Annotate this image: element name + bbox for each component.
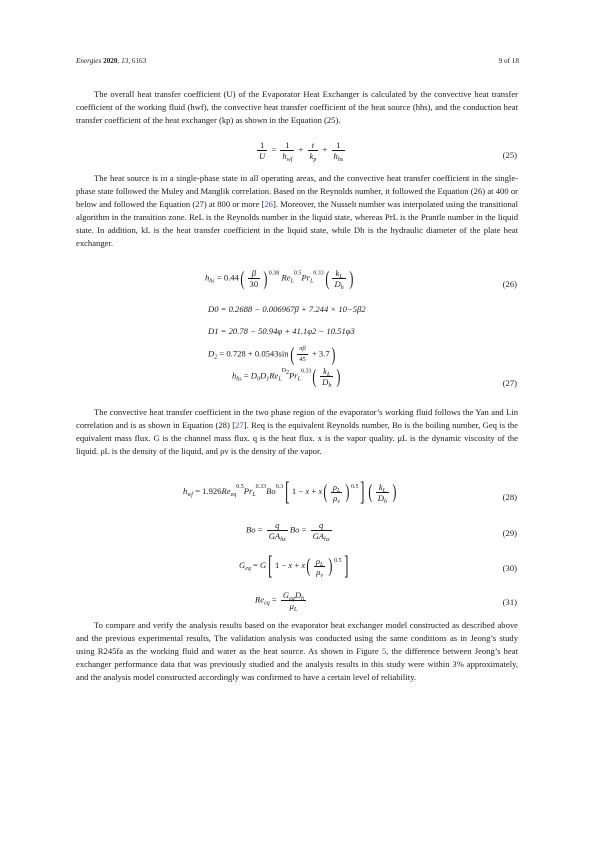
paragraph-3: The convective heat transfer coefficient in the two phase region of the evaporator’s working fluid follows the Yan and Lin correlation and is as shown in Equation (28) [27]. Req is the equivalent Reynolds number, Bo is the boiling number, Geq is the equivalent mass flux. G is the channel mass flux. q is the heat flux. x is the vapor quality. μL is the dynamic viscosity of the liquid. ρL is the density of the liquid, and ρv is the density of the vapor. (76, 407, 518, 456)
equation-number-25: (25) (502, 150, 517, 160)
journal-volume: 13 (121, 57, 129, 65)
page-number: 9 of 18 (498, 57, 519, 65)
equation-D1: D1 = 20.78 − 50.94φ + 41.1φ2 − 10.51φ3 (208, 326, 355, 336)
equation-29: Bo = $\frac{q}{GA_{hx}}$ Bo = $\frac{q}{GA_{hx}}$ (246, 520, 330, 543)
equation-27: $h_{hs} = D_0D_1Re_L^{D_2}Pr_L^{0.33}$( $\frac{k_L}{D_h}$ ) (232, 365, 341, 389)
reference-27-link[interactable]: 27 (235, 419, 244, 430)
equation-28: $h_{wf} = 1.926Re_{eq}^{0.5}Pr_L^{0.33}Bo^{0.3}$[ 1 − x + x( $\frac{\rho_L}{\rho_v}$ )$^{0.5}$] ( $\frac{k_L}{D_h}$ ) (183, 477, 397, 506)
article-number: 6163 (131, 57, 147, 65)
equation-26: $h_{hs} = 0.44$( $\frac{\beta}{30}$ )$^{0.38}$ $Re_L^{0.5}Pr_L^{0.33}$( $\frac{k_L}{D_h}$ ) (205, 267, 354, 291)
paragraph-1: The overall heat transfer coefficient (U) of the Evaporator Heat Exchanger is calculated by the convective heat transfer coefficient of the working fluid (hwf), the convective heat transfer coefficient of the heat source (hhs), and the conduction heat transfer coefficient of the heat exchanger (kp) as shown in the Equation (25). (76, 89, 518, 125)
equation-25: $\frac{1}{U}$ = $\frac{1}{h_{wf}}$ + $\frac{t}{k_p}$ + $\frac{1}{h_{hs}}$ (259, 140, 344, 163)
equation-number-31: (31) (502, 597, 517, 607)
equation-D0: D0 = 0.2688 − 0.006967β + 7.244 × 10−5β2 (208, 304, 366, 314)
paragraph-2: The heat source is in a single-phase state in all operating areas, and the convective heat transfer coefficient in the single-phase state followed the Muley and Manglik correlation. Based on the Reynolds number, it followed the Equation (26) at 400 or below and followed the Equation (27) at 800 or more [26]. Moreover, the Nusselt number was interpolated using the transitional algorithm in the transition zone. ReL is the Reynolds number in the liquid state, whereas PrL is the Prantle number in the liquid state. In addition, kL is the heat transfer coefficient in the liquid state, while Dh is the hydraulic diameter of the plate heat exchanger. (76, 173, 519, 248)
journal-citation: Energies 2020, 13, 6163 (76, 57, 147, 65)
equation-number-26: (26) (502, 279, 517, 289)
equation-30: $G_{eq} = G$[ 1 − x + x( $\frac{\rho_L}{\rho_v}$ )$^{0.5}$] (239, 551, 349, 580)
equation-31: $Re_{eq}$ = $\frac{G_{eq}D_h}{\mu_L}$ (255, 590, 305, 613)
equation-number-30: (30) (502, 563, 517, 573)
journal-year: 2020 (103, 57, 118, 65)
equation-number-27: (27) (502, 378, 517, 388)
journal-name: Energies (76, 57, 102, 65)
equation-D2: $D_2 = 0.728 + 0.0543\sin$( $\frac{\pi\beta}{45}$ + 3.7) (208, 343, 335, 366)
figure-5-link[interactable]: 5 (381, 645, 387, 656)
reference-26-link[interactable]: 26 (264, 198, 273, 209)
equation-number-29: (29) (502, 528, 517, 538)
paragraph-4: To compare and verify the analysis results based on the evaporator heat exchanger model constructed as described above and the previous experimental results, The validation analysis was conducted using the same conditions as in Jeong’s study using R245fa as the working fluid and water as the heat source. As shown in Figure 5, the difference between Jeong’s heat exchanger performance data that was previously studied and the analysis results in this study were within 3% approximately, and the analysis model constructed accordingly was confirmed to have a certain level of reliability. (76, 620, 518, 682)
equation-number-28: (28) (502, 492, 517, 502)
